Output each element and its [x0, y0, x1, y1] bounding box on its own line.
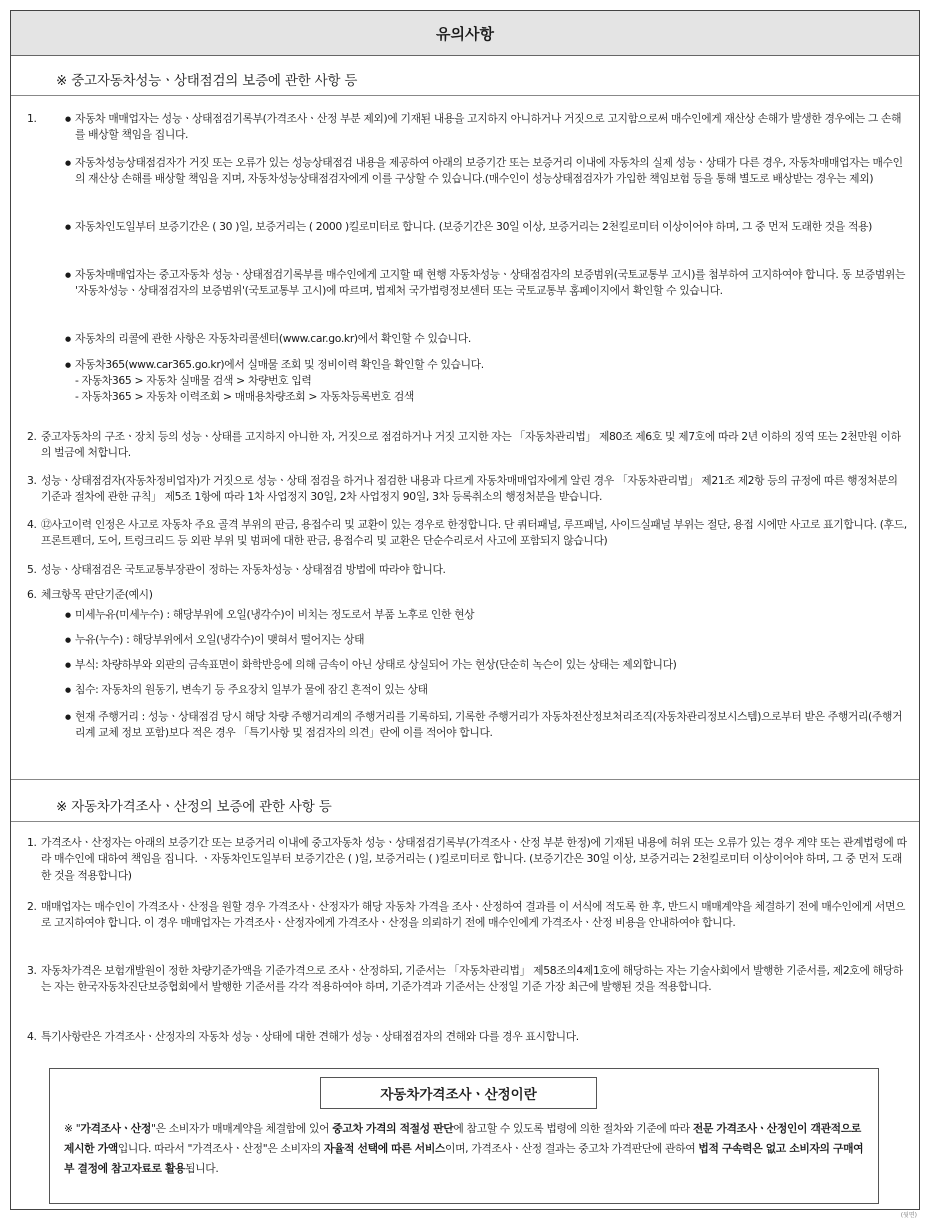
definition-box: [49, 1068, 879, 1204]
item-number: 3.: [27, 474, 37, 487]
item-text: 중고자동차의 구조ㆍ장치 등의 성능ㆍ상태를 고지하지 아니한 자, 거짓으로 점검하거나 거짓 고지한 자는 「자동차관리법」 제80조 제6호 및 제7호에 따라 2년 이하의 징역 또는 2천만원 이하의 벌금에 처합니다.: [41, 430, 901, 460]
criteria-item: ● 현재 주행거리 : 성능ㆍ상태점검 당시 해당 차량 주행거리계의 주행거리를 기록하되, 기록한 주행거리가 자동차전산정보처리조직(자동차관리정보시스템)으로부터 받은 주행거리(주행거리계 교체 정보 포함)보다 적은 경우 「특기사항 및 점검자의 의견」란에 이를 적어야 합니다.: [65, 709, 907, 742]
item-text: 성능ㆍ상태점검자(자동차정비업자)가 거짓으로 성능ㆍ상태 점검을 하거나 점검한 내용과 다르게 자동차매매업자에게 알린 경우 「자동차관리법」 제21조 제2항 등의 규정에 따른 행정처분의 기준과 절차에 관한 규칙」 제5조 1항에 따라 1차 사업정지 30일, 2차 사업정지 90일, 3차 등록취소의 행정처분을 받습니다.: [41, 474, 898, 504]
list-item: [27, 517, 907, 550]
form-title: 유의사항: [11, 11, 919, 56]
item-text: 가격조사ㆍ산정자는 아래의 보증기간 또는 보증거리 이내에 중고자동차 성능ㆍ상태점검기록부(가격조사ㆍ산정 부분 한정)에 기재된 내용에 허위 또는 오류가 있는 경우 계약 또는 관계법령에 따라 매수인에 대하여 책임을 집니다. ㆍ자동차인도일부터 보증기간은 ( )일, 보증거리는 ( )킬로미터로 합니다. (보증기간은 30일 이상, 보증거리는 2천킬로미터 이상이어야 하며, 그 중 먼저 도래한 것을 적용합니다): [41, 836, 907, 882]
item-text: 성능ㆍ상태점검은 국토교통부장관이 정하는 자동차성능ㆍ상태점검 방법에 따라야 합니다.: [41, 563, 446, 576]
list-item: [27, 473, 907, 506]
definition-text-part: 입니다. 따라서 "가격조사ㆍ산정"은 소비자의: [117, 1142, 324, 1155]
criteria-item: ● 누유(누수) : 해당부위에서 오일(냉각수)이 맺혀서 떨어지는 상태: [65, 632, 907, 648]
item-text: 체크항목 판단기준(예시): [41, 588, 153, 601]
list-item: [27, 963, 907, 996]
item-number: 4.: [27, 518, 37, 531]
definition-text-part: "은 소비자가 매매계약을 체결함에 있어: [150, 1122, 333, 1135]
list-item: [27, 835, 907, 884]
list-item: ● 자동차성능상태점검자가 거짓 또는 오류가 있는 성능상태점검 내용을 제공하여 아래의 보증기간 또는 보증거리 이내에 자동차의 실제 성능ㆍ상태가 다른 경우, 자동차매매업자는 매수인의 재산상 손해를 배상할 책임을 지며, 자동차성능상태점검자에게 이를 구상할 수 있습니다.(매수인이 성능상태점검자가 가입한 책임보험 등을 통해 별도로 배상받는 경우는 제외): [65, 155, 907, 188]
definition-text-part: 이며, 가격조사ㆍ산정 결과는 중고차 가격판단에 관하여: [445, 1142, 699, 1155]
item-text: ⑫사고이력 인정은 사고로 자동차 주요 골격 부위의 판금, 용접수리 및 교환이 있는 경우로 한정합니다. 단 쿼터패널, 루프패널, 사이드실패널 부위는 절단, 용접 시에만 사고로 표기합니다. (후드, 프론트펜더, 도어, 트렁크리드 등 외판 부위 및 범퍼에 대한 판금, 용접수리 및 교환은 단순수리로서 사고에 포함되지 않습니다): [41, 518, 907, 548]
item-number: 2.: [27, 900, 37, 913]
item-text: 특기사항란은 가격조사ㆍ산정자의 자동차 성능ㆍ상태에 대한 견해가 성능ㆍ상태점검자의 견해와 다를 경우 표시합니다.: [41, 1030, 579, 1043]
notice-form: [10, 10, 920, 1219]
definition-text-part: ※ ": [64, 1122, 81, 1135]
list-item: [27, 1029, 907, 1045]
list-item: ● 자동차365(www.car365.go.kr)에서 실매물 조회 및 정비이력 확인을 확인할 수 있습니다.: [65, 357, 907, 373]
list-item: [27, 562, 907, 578]
item-number: 3.: [27, 964, 37, 977]
definition-emphasis: 전문 가격조사ㆍ산정인이 객관적으로 제시한 가액: [64, 1122, 861, 1155]
definition-emphasis: 중고차 가격의 적절성 판단: [332, 1122, 454, 1135]
section2-title: ※ 자동차가격조사ㆍ산정의 보증에 관한 사항 등: [56, 799, 332, 815]
definition-emphasis: 자율적 선택에 따른 서비스: [323, 1142, 445, 1155]
path-line: - 자동차365 > 자동차 실매물 검색 > 차량번호 입력: [75, 374, 312, 387]
definition-text-part: 에 참고할 수 있도록 법령에 의한 절차와 기준에 따라: [453, 1122, 693, 1135]
list-item: ● 자동차의 리콜에 관한 사항은 자동차리콜센터(www.car.go.kr)에서 확인할 수 있습니다.: [65, 331, 907, 347]
item-number: 2.: [27, 430, 37, 443]
definition-text-part: 됩니다.: [185, 1162, 219, 1175]
item-number: 1.: [27, 112, 37, 125]
item-text: 자동차가격은 보험개발원이 정한 차량기준가액을 기준가격으로 조사ㆍ산정하되, 기준서는 「자동차관리법」 제58조의4제1호에 해당하는 자는 기술사회에서 발행한 기준서를, 제2호에 해당하는 자는 한국자동차진단보증협회에서 발행한 기준서를 각각 적용하여야 하며, 기준가격과 기준서는 산정일 기준 가장 최근에 발행된 것을 적용합니다.: [41, 964, 903, 994]
list-item: ● 자동차매매업자는 중고자동차 성능ㆍ상태점검기록부를 매수인에게 고지할 때 현행 자동차성능ㆍ상태점검자의 보증범위(국토교통부 고시)를 첨부하여 고지하여야 합니다. 동 보증범위는 '자동차성능ㆍ상태점검자의 보증범위'(국토교통부 고시)에 따르며, 법제처 국가법령정보센터 또는 국토교통부 홈페이지에서 확인할 수 있습니다.: [65, 267, 907, 300]
definition-title: 자동차가격조사ㆍ산정이란: [320, 1077, 597, 1109]
item-number: 5.: [27, 563, 37, 576]
item-number: 6.: [27, 588, 37, 601]
criteria-item: ● 미세누유(미세누수) : 해당부위에 오일(냉각수)이 비치는 정도로서 부품 노후로 인한 현상: [65, 607, 907, 623]
page-corner-mark: (뒷면): [900, 1212, 917, 1219]
definition-emphasis: 법적 구속력은 없고 소비자의 구매여부 결정에 참고자료로 활용: [64, 1142, 864, 1175]
criteria-item: ● 부식: 차량하부와 외판의 금속표면이 화학반응에 의해 금속이 아닌 상태로 상실되어 가는 현상(단순히 녹슨이 있는 상태는 제외합니다): [65, 657, 907, 673]
list-item: [27, 587, 907, 603]
item-number: 1.: [27, 836, 37, 849]
item-text: 매매업자는 매수인이 가격조사ㆍ산정을 원할 경우 가격조사ㆍ산정자가 해당 자동차 가격을 조사ㆍ산정하여 결과를 이 서식에 적도록 한 후, 반드시 매매계약을 체결하기 전에 매수인에게 서면으로 고지하여야 합니다. 이 경우 매매업자는 가격조사ㆍ산정자에게 가격조사ㆍ산정을 의뢰하기 전에 매수인에게 가격조사ㆍ산정 비용을 안내하여야 합니다.: [41, 900, 906, 930]
section2-top-divider: [11, 779, 919, 780]
item-number: 4.: [27, 1030, 37, 1043]
definition-emphasis: 가격조사ㆍ산정: [80, 1122, 151, 1135]
list-item: [27, 899, 907, 932]
list-item: ● 자동차 매매업자는 성능ㆍ상태점검기록부(가격조사ㆍ산정 부분 제외)에 기재된 내용을 고지하지 아니하거나 거짓으로 고지함으로써 매수인에게 재산상 손해가 발생한 경우에는 그 손해를 배상할 책임을 집니다.: [65, 111, 907, 144]
section2-divider: [11, 821, 919, 822]
section1-title: ※ 중고자동차성능ㆍ상태점검의 보증에 관한 사항 등: [56, 73, 358, 89]
list-item: [27, 429, 907, 462]
definition-text: [64, 1119, 864, 1179]
criteria-item: ● 침수: 자동차의 원동기, 변속기 등 주요장치 일부가 물에 잠긴 흔적이 있는 상태: [65, 682, 907, 698]
section1-divider: [11, 95, 919, 96]
list-item: ● 자동차인도일부터 보증기간은 ( 30 )일, 보증거리는 ( 2000 )킬로미터로 합니다. (보증기간은 30일 이상, 보증거리는 2천킬로미터 이상이어야 하며, 그 중 먼저 도래한 것을 적용): [65, 219, 907, 235]
path-line: - 자동차365 > 자동차 이력조회 > 매매용차량조회 > 자동차등록번호 검색: [75, 390, 415, 403]
